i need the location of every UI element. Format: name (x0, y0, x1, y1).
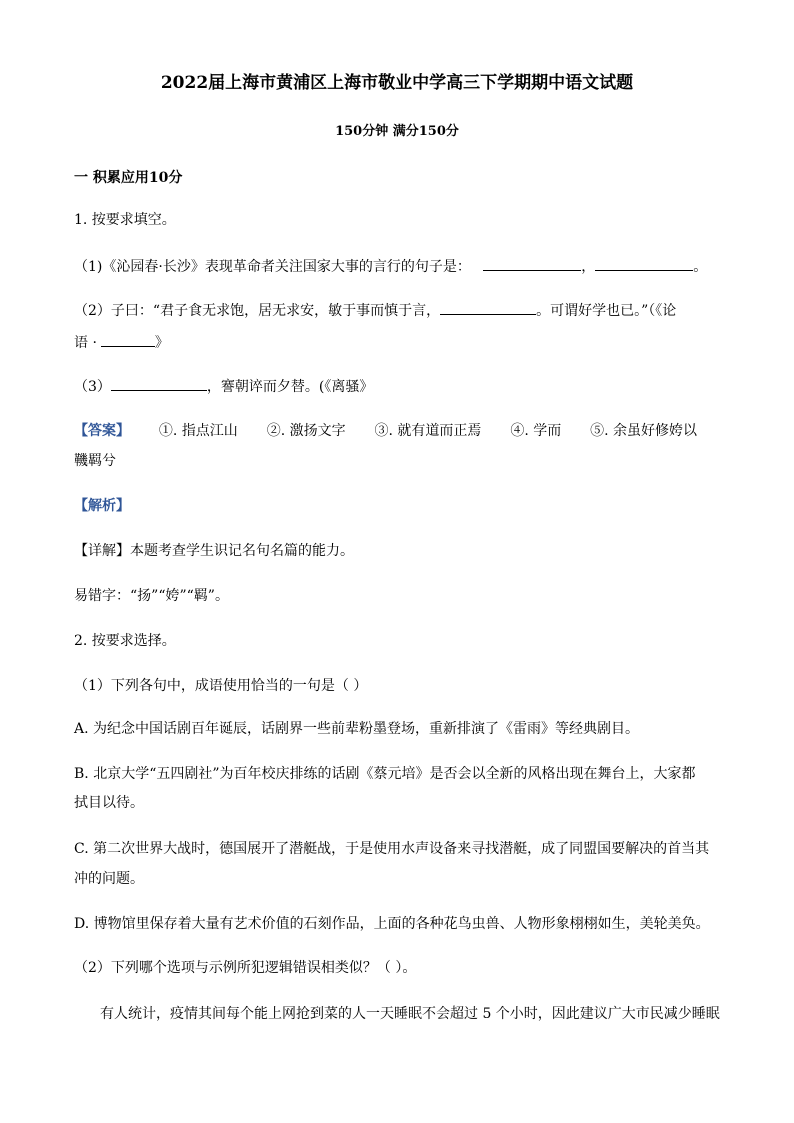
question-1-part-1: （1)《沁园春·长沙》表现革命者关注国家大事的言行的句子是： ， 。 (74, 256, 724, 277)
question-2-sub-2: （2）下列哪个选项与示例所犯逻辑错误相类似？（ ）。 (74, 960, 417, 976)
question-1-stem: 1. 按要求填空。 (74, 212, 176, 228)
option-b-cont: 拭目以待。 (74, 795, 144, 811)
question-1-part-2: （2）子曰：“君子食无求饱，居无求安，敏于事而慎于言， 。可谓好学也已。”（《论 (74, 300, 724, 321)
answer-item: ⑤. 余虽好修姱以 (590, 423, 698, 439)
question-1-part-2-cont: 语 · 》 (74, 332, 724, 353)
answer-1 (74, 421, 724, 441)
answer-item: ①. 指点江山 (158, 423, 238, 439)
option-c-cont: 冲的问题。 (74, 871, 144, 887)
answer-1-cont: 鞿羁兮 (74, 453, 116, 469)
question-1-part-3: （3） ，謇朝谇而夕替。(《离骚》 (74, 376, 724, 397)
analysis-detail: 【详解】本题考查学生识记名句名篇的能力。 (74, 543, 354, 559)
analysis-label: 【解析】 (74, 498, 130, 514)
analysis-typos: 易错字：“扬”“姱”“羁”。 (74, 588, 229, 604)
answer-blank (101, 332, 155, 347)
option-a: A. 为纪念中国话剧百年诞辰，话剧界一些前辈粉墨登场，重新排演了《雷雨》等经典剧目。 (74, 721, 640, 737)
page-title: 2022届上海市黄浦区上海市敬业中学高三下学期期中语文试题 (160, 73, 634, 93)
answer-item: ④. 学而 (510, 423, 562, 439)
answer-blank (111, 376, 207, 391)
answer-blank (483, 256, 581, 271)
question-2-sub-1: （1）下列各句中，成语使用恰当的一句是（ ） (74, 678, 368, 694)
section-heading: 一 积累应用10分 (74, 170, 183, 186)
answer-blank (595, 256, 693, 271)
answer-blank (440, 300, 536, 315)
option-b: B. 北京大学“五四剧社”为百年校庆排练的话剧《蔡元培》是否会以全新的风格出现在舞台上，大家都 (74, 766, 696, 782)
question-2-stem: 2. 按要求选择。 (74, 633, 176, 649)
option-c: C. 第二次世界大战时，德国展开了潜艇战，于是使用水声设备来寻找潜艇，成了同盟国要解决的首当其 (74, 841, 710, 857)
option-d: D. 博物馆里保存着大量有艺术价值的石刻作品，上面的各种花鸟虫兽、人物形象栩栩如生，美轮美奂。 (74, 916, 710, 932)
answer-item: ③. 就有道而正焉 (374, 423, 482, 439)
exam-duration-score: 150分钟 满分150分 (335, 124, 459, 139)
answer-item: ②. 激扬文字 (266, 423, 346, 439)
example-paragraph: 有人统计，疫情其间每个能上网抢到菜的人一天睡眠不会超过 5 个小时，因此建议广大市民减少睡眠 (100, 1006, 720, 1022)
answer-label: 【答案】 (74, 423, 130, 439)
